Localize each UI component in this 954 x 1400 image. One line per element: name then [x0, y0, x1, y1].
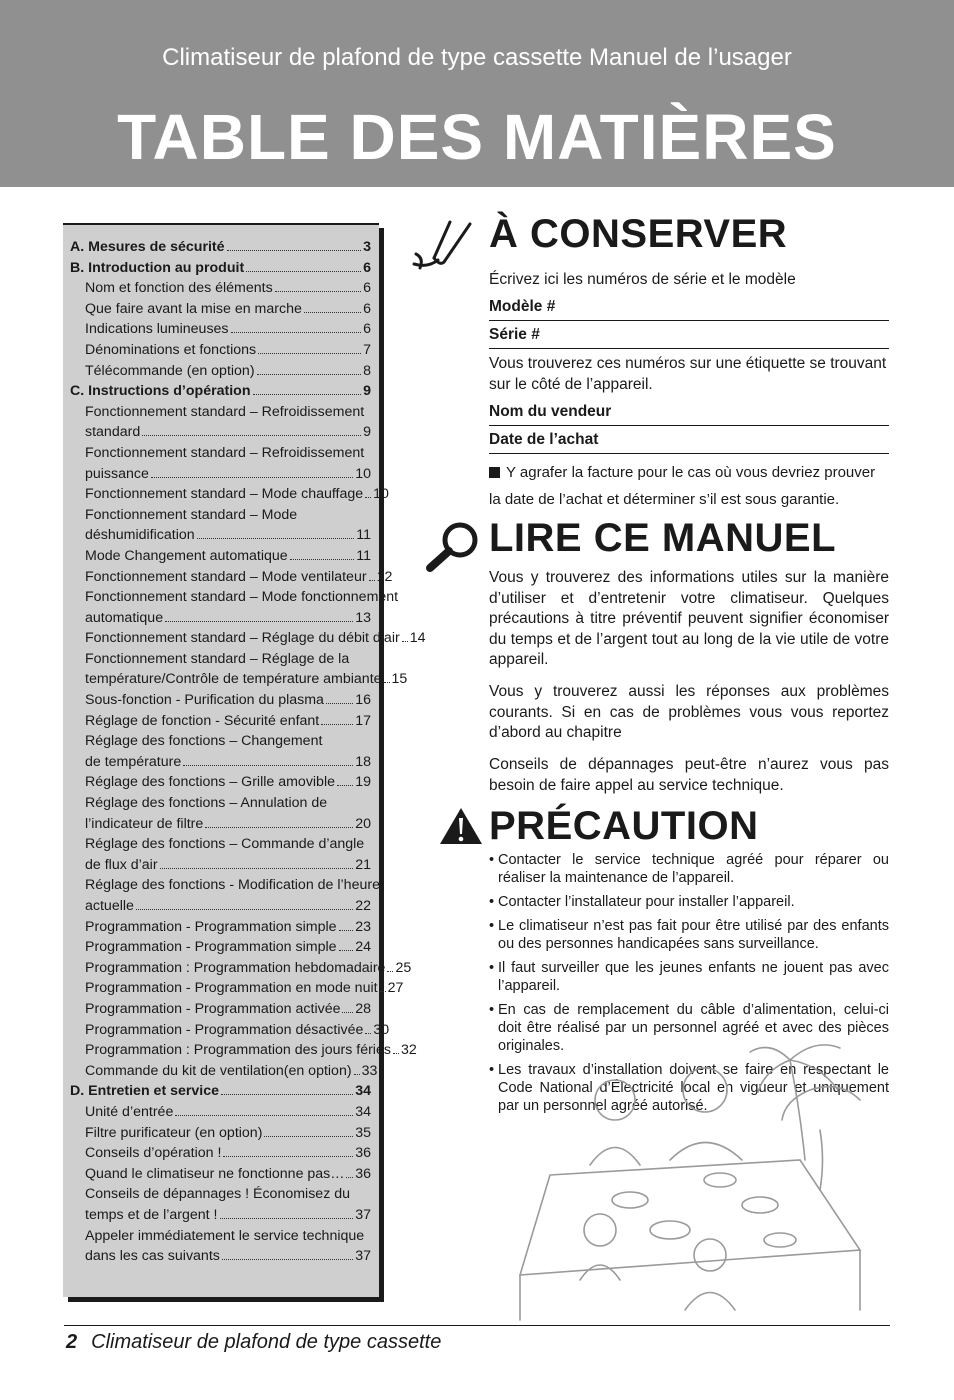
toc-entry-text: Fonctionnement standard – Mode chauffage: [85, 486, 364, 503]
toc-page-number: 9: [363, 424, 371, 441]
toc-dot-leader: [175, 1115, 353, 1116]
toc-entry-text: Réglage des fonctions – Annulation de: [85, 795, 328, 812]
toc-entry-text: actuelle: [85, 898, 134, 914]
toc-entry-text: Programmation - Programmation activée: [85, 1000, 341, 1017]
invoice-note: [489, 459, 889, 513]
toc-item: [70, 443, 371, 464]
toc-page-number: 18: [355, 753, 371, 770]
toc-page-number: 14: [409, 630, 426, 647]
toc-page-number: 21: [355, 856, 371, 873]
toc-entry-text: de flux d’air: [85, 856, 158, 873]
toc-dot-leader: [227, 250, 362, 251]
toc-dot-leader: [321, 724, 353, 725]
toc-entry-text: Fonctionnement standard – Mode ventilateur: [85, 568, 367, 585]
table-of-contents: [63, 223, 426, 1297]
toc-dot-leader: [183, 765, 353, 766]
toc-entry-text: Que faire avant la mise en marche: [85, 300, 302, 317]
toc-dot-leader: [384, 682, 390, 683]
toc-item: [70, 278, 371, 299]
square-bullet-icon: [489, 467, 500, 478]
toc-item: [70, 855, 371, 876]
toc-item: [70, 772, 371, 793]
toc-item: [70, 1061, 378, 1082]
toc-page-number: 33: [361, 1062, 378, 1079]
toc-page-number: 10: [373, 486, 389, 503]
serial-note: Vous trouverez ces numéros sur une étiquette se trouvant sur le côté de l’appareil.: [489, 355, 887, 393]
toc-entry-text: Réglage des fonctions – Commande d’angle: [85, 836, 365, 853]
toc-dot-leader: [223, 1156, 353, 1157]
toc-dot-leader: [304, 312, 361, 313]
toc-item: [70, 669, 408, 690]
toc-entry-text: Fonctionnement standard – Mode fonctionnement: [85, 589, 399, 606]
toc-entry-text: Appeler immédiatement le service technique: [85, 1227, 365, 1244]
lire-paragraph-3: Conseils de dépannages peut-être n’aurez vous pas besoin de faire appel au service technique.: [489, 756, 889, 794]
precaution-item: • Il faut surveiller que les jeunes enfants ne jouent pas avec l’appareil.: [489, 959, 889, 995]
toc-page-number: 30: [373, 1021, 390, 1038]
toc-entry-text: temps et de l’argent !: [85, 1206, 218, 1223]
toc-entry-text: D. Entretien et service: [70, 1083, 220, 1100]
toc-item: [70, 937, 371, 958]
toc-entry-text: température/Contrôle de température ambiante: [85, 671, 382, 688]
toc-item: [70, 731, 371, 752]
precaution-item: • Les travaux d’installation doivent se faire en respectant le Code National d’Électricité local en vigueur et uniquement par un personnel agréé autorisé.: [489, 1061, 889, 1115]
toc-entry-text: Réglage des fonctions – Changement: [85, 733, 323, 750]
toc-item: [70, 505, 371, 526]
toc-item: [70, 793, 371, 814]
toc-item: [70, 1123, 371, 1144]
precaution-heading: PRÉCAUTION: [489, 804, 759, 848]
toc-page-number: 6: [363, 321, 371, 338]
toc-dot-leader: [151, 477, 353, 478]
toc-entry-text: Fonctionnement standard – Réglage de la: [85, 650, 350, 667]
toc-item: [70, 340, 371, 361]
toc-page-number: 35: [355, 1124, 371, 1141]
toc-item: [70, 299, 371, 320]
date-label: Date de l’achat: [489, 431, 599, 448]
toc-item: [70, 1246, 371, 1267]
toc-item: [70, 917, 371, 938]
toc-dot-leader: [339, 930, 354, 931]
toc-entry-text: Fonctionnement standard – Refroidissement: [85, 444, 365, 461]
toc-section: [70, 237, 371, 258]
page-title: TABLE DES MATIÈRES: [117, 101, 837, 173]
toc-entry-text: A. Mesures de sécurité: [70, 239, 225, 255]
date-field: [489, 431, 889, 454]
toc-item: [70, 608, 371, 629]
toc-item: [70, 1040, 417, 1061]
toc-item: [70, 422, 371, 443]
toc-entry-text: déshumidification: [85, 527, 195, 544]
toc-item: [70, 361, 371, 382]
toc-page-number: 37: [355, 1248, 371, 1265]
toc-dot-leader: [342, 1012, 353, 1013]
toc-item: [70, 628, 426, 649]
toc-item: [70, 1020, 390, 1041]
toc-section: [70, 381, 371, 402]
toc-dot-leader: [387, 971, 393, 972]
toc-page-number: 7: [363, 341, 371, 358]
toc-page-number: 34: [355, 1103, 371, 1120]
invoice-note-text: Y agrafer la facture pour le cas où vous devriez prouver la date de l’achat et déterminer s’il est sous garantie.: [489, 464, 876, 508]
toc-entry-text: Programmation - Programmation en mode nuit: [85, 980, 378, 997]
toc-dot-leader: [402, 641, 408, 642]
toc-item: [70, 958, 412, 979]
conserver-intro: Écrivez ici les numéros de série et le modèle: [489, 271, 796, 288]
toc-page-number: 25: [395, 959, 412, 976]
toc-entry-text: Conseils d’opération !: [85, 1145, 222, 1162]
toc-entry-text: Conseils de dépannages ! Économisez du: [85, 1186, 351, 1203]
model-label: Modèle #: [489, 298, 556, 315]
toc-page-number: 19: [355, 774, 371, 791]
people-illustration: [520, 1030, 890, 1320]
toc-dot-leader: [365, 497, 371, 498]
toc-page-number: 36: [355, 1165, 371, 1182]
toc-item: [70, 814, 371, 835]
magnifying-glass-icon: [424, 520, 484, 572]
toc-dot-leader: [136, 909, 353, 910]
toc-entry-text: Commande du kit de ventilation(en option): [85, 1062, 352, 1079]
page-footer: [66, 1331, 441, 1354]
toc-entry-text: Réglage des fonctions – Grille amovible: [85, 774, 335, 791]
toc-dot-leader: [354, 1074, 360, 1075]
precaution-item: • Contacter le service technique agréé pour réparer ou réaliser la maintenance de l’appareil.: [489, 851, 889, 887]
toc-page-number: 22: [355, 898, 371, 914]
toc-item: [70, 896, 371, 917]
toc-page-number: 3: [363, 239, 371, 255]
toc-item: [70, 525, 371, 546]
toc-item: [70, 978, 404, 999]
toc-item: [70, 649, 371, 670]
toc-item: [70, 752, 371, 773]
toc-page-number: 28: [355, 1000, 371, 1017]
toc-dot-leader: [275, 291, 361, 292]
toc-dot-leader: [257, 374, 362, 375]
toc-page-number: 11: [356, 527, 371, 544]
toc-item: [70, 567, 393, 588]
toc-dot-leader: [231, 332, 362, 333]
toc-page-number: 8: [363, 362, 371, 379]
conserver-heading: À CONSERVER: [489, 212, 788, 256]
footer-text: Climatiseur de plafond de type cassette: [91, 1331, 442, 1353]
serial-field: [489, 326, 889, 349]
document-subtitle: Climatiseur de plafond de type cassette Manuel de l’usager: [162, 44, 792, 71]
toc-entry-text: B. Introduction au produit: [70, 259, 245, 276]
toc-dot-leader: [380, 991, 386, 992]
toc-page-number: 36: [355, 1145, 371, 1162]
toc-entry-text: automatique: [85, 609, 164, 626]
toc-item: [70, 464, 371, 485]
toc-entry-text: Programmation : Programmation hebdomadaire: [85, 959, 386, 976]
precaution-item: • En cas de remplacement du câble d’alimentation, celui-ci doit être réalisé par un personnel agréé et avec des pièces originales.: [489, 1001, 889, 1055]
toc-dot-leader: [142, 435, 361, 436]
toc-item: [70, 1226, 371, 1247]
toc-entry-text: Fonctionnement standard – Refroidissement: [85, 403, 365, 420]
toc-entry-text: Dénominations et fonctions: [85, 341, 257, 358]
toc-page-number: 11: [356, 547, 371, 564]
model-field: [489, 298, 889, 321]
toc-item: [70, 319, 371, 340]
toc-page-number: 10: [355, 465, 371, 482]
toc-page-number: 16: [355, 692, 371, 709]
toc-dot-leader: [205, 827, 353, 828]
toc-entry-text: l’indicateur de filtre: [85, 815, 204, 832]
toc-dot-leader: [160, 868, 354, 869]
toc-item: [70, 1205, 371, 1226]
toc-entry-text: Fonctionnement standard – Réglage du débit d’air: [85, 630, 400, 647]
toc-item: [70, 402, 371, 423]
pen-icon: [410, 218, 480, 278]
lire-paragraph-1: Vous y trouverez des informations utiles sur la manière d’utiliser et d’entretenir votre climatiseur. Quelques précautions à titre préventif peuvent signifier économiser du temps et de l’argent tout au long de la vie utile de votre appareil.: [489, 569, 889, 668]
toc-entry-text: Programmation - Programmation désactivée: [85, 1021, 364, 1038]
toc-item: [70, 711, 371, 732]
toc-page-number: 24: [355, 939, 371, 956]
toc-dot-leader: [369, 580, 375, 581]
toc-entry-text: C. Instructions d’opération: [70, 383, 251, 400]
toc-page-number: 27: [387, 980, 404, 997]
toc-section: [70, 258, 371, 279]
toc-page-number: 20: [355, 815, 371, 832]
toc-page-number: 6: [363, 300, 371, 317]
toc-entry-text: puissance: [85, 465, 149, 482]
toc-entry-text: Indications lumineuses: [85, 321, 229, 338]
toc-dot-leader: [221, 1094, 353, 1095]
toc-dot-leader: [337, 785, 353, 786]
lire-paragraph-2: Vous y trouverez aussi les réponses aux problèmes courants. Si en cas de problèmes vous vous reportez d’abord au chapitre: [489, 683, 889, 741]
toc-page-number: 6: [363, 259, 371, 276]
toc-item: [70, 1184, 371, 1205]
toc-item: [70, 1102, 371, 1123]
toc-entry-text: Mode Changement automatique: [85, 547, 288, 564]
toc-item: [70, 546, 371, 567]
toc-page-number: 13: [355, 609, 371, 626]
toc-dot-leader: [290, 559, 355, 560]
toc-entry-text: Réglage de fonction - Sécurité enfant: [85, 712, 320, 729]
toc-entry-text: Programmation - Programmation simple: [85, 918, 337, 935]
serial-label: Série #: [489, 326, 540, 343]
toc-dot-leader: [365, 1033, 371, 1034]
toc-entry-text: Quand le climatiseur ne fonctionne pas…: [85, 1165, 345, 1182]
precaution-item: • Le climatiseur n’est pas fait pour être utilisé par des enfants ou des personnes handicapées sans surveillance.: [489, 917, 889, 953]
toc-page-number: 37: [355, 1206, 371, 1223]
toc-page-number: 15: [391, 671, 408, 688]
toc-dot-leader: [393, 1053, 399, 1054]
lire-heading: LIRE CE MANUEL: [489, 516, 836, 560]
footer-rule: [64, 1325, 890, 1326]
page-number: 2: [66, 1331, 78, 1353]
page-header: [0, 0, 954, 187]
toc-page-number: 6: [363, 280, 371, 297]
toc-entry-text: Filtre purificateur (en option): [85, 1124, 263, 1141]
toc-page-number: 34: [355, 1083, 371, 1100]
toc-entry-text: Unité d’entrée: [85, 1103, 174, 1120]
toc-page-number: 32: [400, 1042, 417, 1059]
toc-entry-text: standard: [85, 424, 141, 441]
toc-dot-leader: [258, 353, 361, 354]
toc-page-number: 9: [363, 383, 371, 400]
toc-item: [70, 690, 371, 711]
toc-entry-text: Nom et fonction des éléments: [85, 280, 273, 297]
toc-item: [70, 834, 371, 855]
toc-page-number: 12: [376, 568, 393, 585]
toc-entry-text: Sous-fonction - Purification du plasma: [85, 692, 324, 709]
toc-item: [70, 875, 380, 896]
toc-entry-text: de température: [85, 753, 182, 770]
toc-dot-leader: [339, 950, 354, 951]
toc-dot-leader: [165, 621, 353, 622]
toc-item: [70, 1143, 371, 1164]
toc-entry-text: Télécommande (en option): [85, 362, 255, 379]
vendor-label: Nom du vendeur: [489, 403, 612, 420]
precaution-item: • Contacter l’installateur pour installer l’appareil.: [489, 893, 889, 911]
toc-entry-text: dans les cas suivants: [85, 1248, 220, 1265]
toc-item: [70, 999, 371, 1020]
vendor-field: [489, 403, 889, 426]
toc-item: [70, 484, 389, 505]
toc-dot-leader: [197, 538, 355, 539]
warning-triangle-icon: [438, 806, 484, 846]
toc-dot-leader: [346, 1177, 353, 1178]
toc-page-number: 23: [355, 918, 371, 935]
toc-item: [70, 1164, 371, 1185]
toc-entry-text: Programmation - Programmation simple: [85, 939, 337, 956]
toc-dot-leader: [253, 394, 362, 395]
toc-entry-text: Réglage des fonctions - Modification de l’heure: [85, 877, 380, 894]
toc-item: [70, 587, 399, 608]
toc-section: [70, 1081, 371, 1102]
toc-dot-leader: [246, 271, 361, 272]
toc-dot-leader: [326, 703, 353, 704]
toc-dot-leader: [264, 1136, 353, 1137]
toc-dot-leader: [222, 1259, 353, 1260]
toc-page-number: 17: [355, 712, 371, 729]
toc-dot-leader: [220, 1218, 354, 1219]
toc-entry-text: Fonctionnement standard – Mode: [85, 506, 298, 523]
toc-entry-text: Programmation : Programmation des jours fériés: [85, 1042, 391, 1059]
